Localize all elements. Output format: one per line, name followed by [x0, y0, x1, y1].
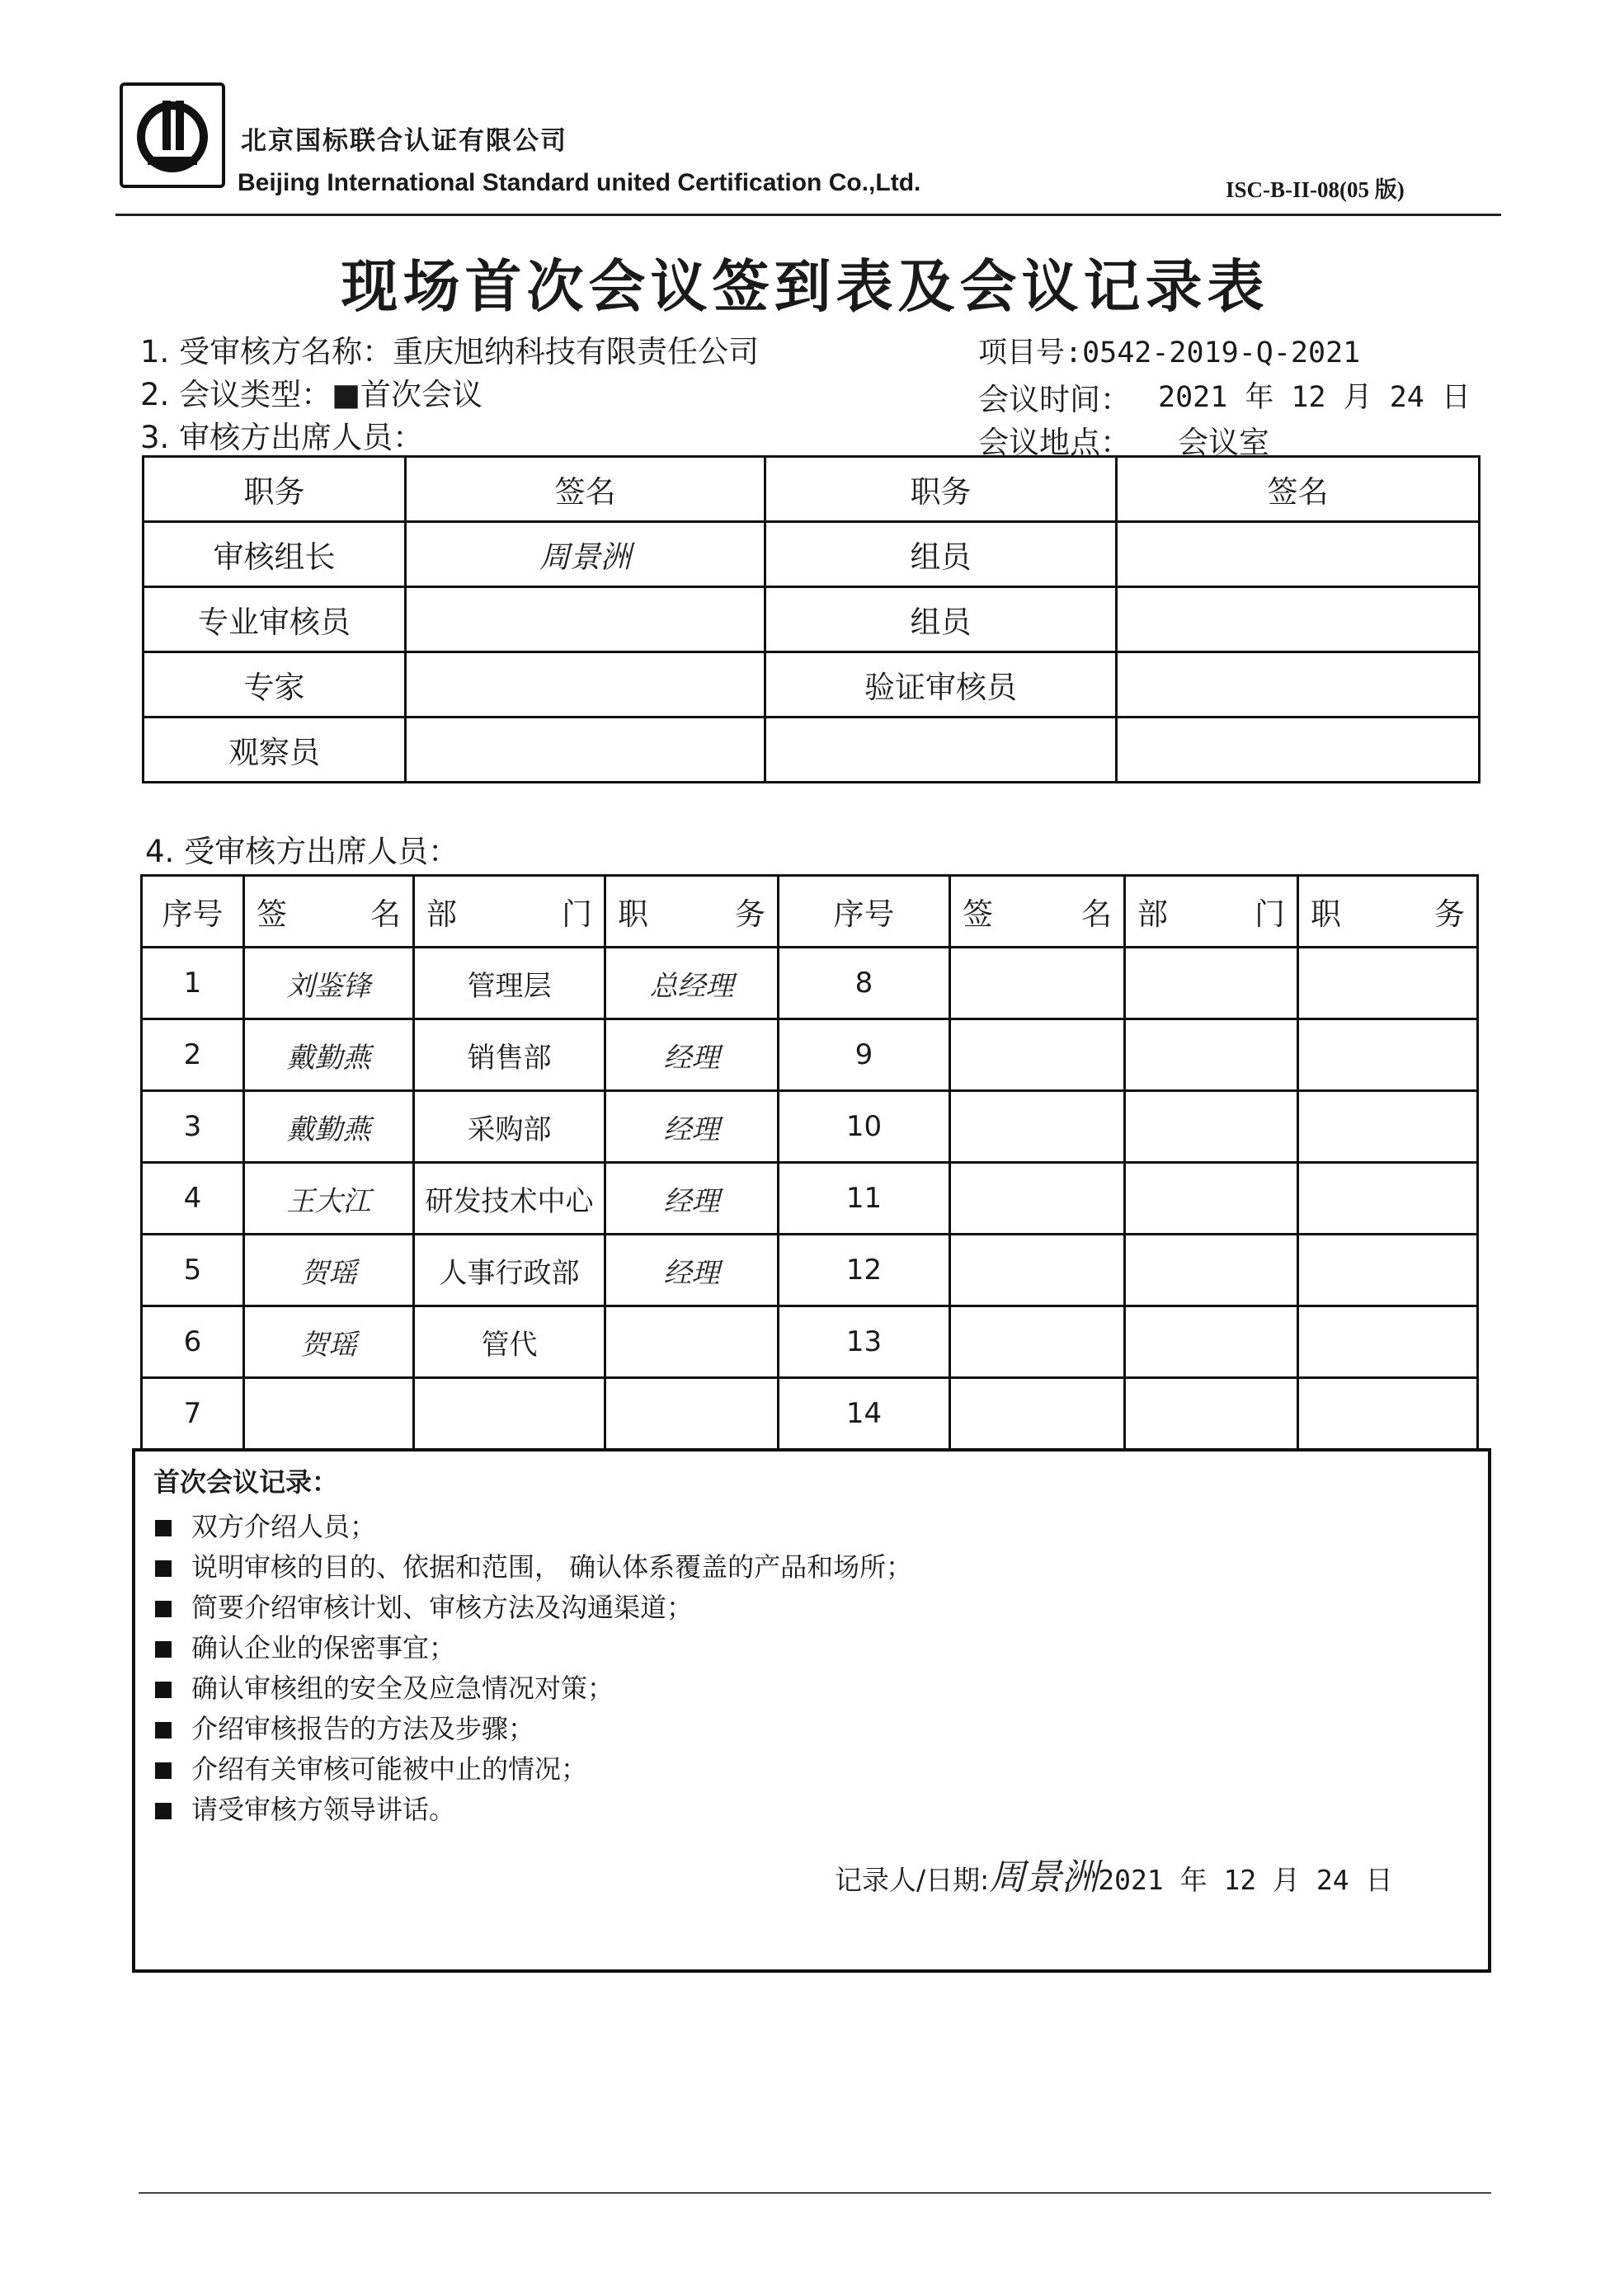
recorder-line: [835, 1847, 1393, 1900]
position-cell: [1298, 1163, 1478, 1235]
position-cell: 经理: [605, 1235, 779, 1306]
position-cell: [1298, 1019, 1478, 1091]
department-cell: [1125, 1019, 1298, 1091]
header-cell: 部 门: [1125, 876, 1298, 948]
position-cell: 经理: [605, 1019, 779, 1091]
auditee-attendees-table: [140, 874, 1479, 1451]
index-cell: 12: [779, 1235, 950, 1306]
form-code: ISC-B-II-08(05 版): [1226, 177, 1405, 202]
footer-divider: [139, 2192, 1491, 2194]
square-bullet-icon: [155, 1641, 172, 1658]
position-cell: [605, 1306, 779, 1378]
table-row: [142, 1306, 1478, 1378]
role-cell: 组员: [765, 587, 1117, 652]
record-list-item: [155, 1708, 534, 1746]
record-list-item: [155, 1748, 587, 1786]
recorder-signature: 周景洲: [989, 1856, 1099, 1898]
position-cell: 经理: [605, 1091, 779, 1163]
department-cell: 管代: [414, 1306, 605, 1378]
department-cell: 研发技术中心: [414, 1163, 605, 1235]
header-cell: 签 名: [244, 876, 414, 948]
department-cell: [1125, 1091, 1298, 1163]
header-cell: 部 门: [414, 876, 605, 948]
record-item-text: 确认审核组的安全及应急情况对策；: [191, 1673, 614, 1704]
record-item-text: 介绍审核报告的方法及步骤；: [191, 1713, 535, 1744]
department-cell: [1125, 948, 1298, 1019]
signature-cell: [406, 718, 765, 783]
record-item-text: 介绍有关审核可能被中止的情况；: [191, 1753, 588, 1785]
position-cell: [1298, 948, 1478, 1019]
signature-cell: [950, 1235, 1125, 1306]
meeting-type-line: 2. 会议类型：■首次会议: [140, 377, 483, 412]
square-bullet-icon: [155, 1520, 172, 1536]
table-header-row: [144, 457, 1480, 522]
signature-cell: 周景洲: [406, 522, 765, 587]
index-cell: 4: [142, 1163, 244, 1235]
signature-cell: 刘鉴锋: [244, 948, 414, 1019]
index-cell: 5: [142, 1235, 244, 1306]
square-bullet-icon: [155, 1803, 172, 1819]
position-cell: 经理: [605, 1163, 779, 1235]
header-cell: 签名: [1117, 457, 1480, 522]
role-cell: 验证审核员: [765, 652, 1117, 718]
auditee-name-line: 1. 受审核方名称：重庆旭纳科技有限责任公司: [140, 334, 760, 369]
department-cell: 人事行政部: [414, 1235, 605, 1306]
table-row: [142, 1091, 1478, 1163]
square-bullet-icon: [155, 1601, 172, 1617]
role-cell: 观察员: [144, 718, 406, 783]
index-cell: 9: [779, 1019, 950, 1091]
meeting-place-label: 会议地点：: [978, 425, 1131, 460]
table-row: [142, 1378, 1478, 1450]
signature-cell: [950, 1378, 1125, 1450]
table-header-row: [142, 876, 1478, 948]
signature-cell: [1117, 587, 1480, 652]
header-divider: [115, 214, 1501, 216]
index-cell: 10: [779, 1091, 950, 1163]
header-cell: 职 务: [605, 876, 779, 948]
signature-cell: 王大江: [244, 1163, 414, 1235]
position-cell: [1298, 1306, 1478, 1378]
index-cell: 8: [779, 948, 950, 1019]
record-item-text: 简要介绍审核计划、审核方法及沟通渠道；: [191, 1592, 694, 1623]
signature-cell: [244, 1378, 414, 1450]
recorder-date: 2021 年 12 月 24 日: [1098, 1864, 1393, 1896]
table-row: [144, 718, 1480, 783]
record-title: 首次会议记录：: [153, 1466, 339, 1498]
signature-cell: [950, 1306, 1125, 1378]
record-item-text: 双方介绍人员；: [191, 1511, 377, 1542]
header-cell: 职务: [765, 457, 1117, 522]
signature-cell: [1117, 522, 1480, 587]
department-cell: [414, 1378, 605, 1450]
table-row: [142, 1163, 1478, 1235]
index-cell: 6: [142, 1306, 244, 1378]
position-cell: [605, 1378, 779, 1450]
signature-cell: [950, 948, 1125, 1019]
department-cell: [1125, 1378, 1298, 1450]
project-number: 项目号:0542-2019-Q-2021: [978, 336, 1361, 369]
signature-cell: [406, 652, 765, 718]
table-row: [144, 522, 1480, 587]
header-cell: 序号: [779, 876, 950, 948]
record-item-text: 确认企业的保密事宜；: [191, 1632, 456, 1663]
company-name-en: Beijing International Standard united Certification Co.,Ltd.: [238, 169, 921, 196]
signature-cell: [950, 1163, 1125, 1235]
position-cell: [1298, 1378, 1478, 1450]
header-cell: 序号: [142, 876, 244, 948]
header-cell: 签名: [406, 457, 765, 522]
record-item-text: 请受审核方领导讲话。: [191, 1794, 456, 1825]
department-cell: 销售部: [414, 1019, 605, 1091]
record-list-item: [155, 1587, 693, 1625]
table-row: [144, 587, 1480, 652]
recorder-label: 记录人/日期:: [835, 1864, 990, 1896]
role-cell: 专业审核员: [144, 587, 406, 652]
department-cell: 管理层: [414, 948, 605, 1019]
signature-cell: 贺瑶: [244, 1306, 414, 1378]
record-item-text: 说明审核的目的、依据和范围， 确认体系覆盖的产品和场所；: [191, 1551, 913, 1583]
role-cell: 组员: [765, 522, 1117, 587]
department-cell: [1125, 1306, 1298, 1378]
audit-attendees-line: 3. 审核方出席人员：: [140, 420, 424, 455]
signature-cell: [950, 1091, 1125, 1163]
position-cell: [1298, 1235, 1478, 1306]
square-bullet-icon: [155, 1682, 172, 1698]
department-cell: [1125, 1163, 1298, 1235]
table-row: [142, 1019, 1478, 1091]
role-cell: [765, 718, 1117, 783]
bisc-logo-icon: [120, 82, 225, 188]
index-cell: 1: [142, 948, 244, 1019]
table-row: [144, 652, 1480, 718]
index-cell: 11: [779, 1163, 950, 1235]
header-cell: 签 名: [950, 876, 1125, 948]
company-name-cn: 北京国标联合认证有限公司: [241, 126, 567, 156]
signature-cell: 戴勤燕: [244, 1019, 414, 1091]
position-cell: 总经理: [605, 948, 779, 1019]
position-cell: [1298, 1091, 1478, 1163]
role-cell: 专家: [144, 652, 406, 718]
signature-cell: [406, 587, 765, 652]
signature-cell: [950, 1019, 1125, 1091]
square-bullet-icon: [155, 1560, 172, 1577]
meeting-time: 2021 年 12 月 24 日: [1158, 381, 1471, 414]
index-cell: 7: [142, 1378, 244, 1450]
department-cell: 采购部: [414, 1091, 605, 1163]
role-cell: 审核组长: [144, 522, 406, 587]
index-cell: 3: [142, 1091, 244, 1163]
table-row: [142, 1235, 1478, 1306]
record-list-item: [155, 1546, 912, 1584]
signature-cell: [1117, 652, 1480, 718]
signature-cell: [1117, 718, 1480, 783]
index-cell: 2: [142, 1019, 244, 1091]
auditee-attendees-label: 4. 受审核方出席人员：: [145, 834, 459, 869]
record-list-item: [155, 1627, 455, 1665]
record-list-item: [155, 1789, 455, 1827]
header-cell: 职务: [144, 457, 406, 522]
header-cell: 职 务: [1298, 876, 1478, 948]
signature-cell: 戴勤燕: [244, 1091, 414, 1163]
table-row: [142, 948, 1478, 1019]
signature-cell: 贺瑶: [244, 1235, 414, 1306]
meeting-time-label: 会议时间：: [978, 382, 1131, 417]
meeting-place: 会议室: [1178, 425, 1269, 460]
record-list-item: [155, 1668, 614, 1706]
index-cell: 13: [779, 1306, 950, 1378]
department-cell: [1125, 1235, 1298, 1306]
square-bullet-icon: [155, 1722, 172, 1738]
audit-team-table: [142, 455, 1481, 783]
page-title: 现场首次会议签到表及会议记录表: [341, 254, 1269, 320]
square-bullet-icon: [155, 1762, 172, 1779]
index-cell: 14: [779, 1378, 950, 1450]
record-list-item: [155, 1506, 376, 1544]
